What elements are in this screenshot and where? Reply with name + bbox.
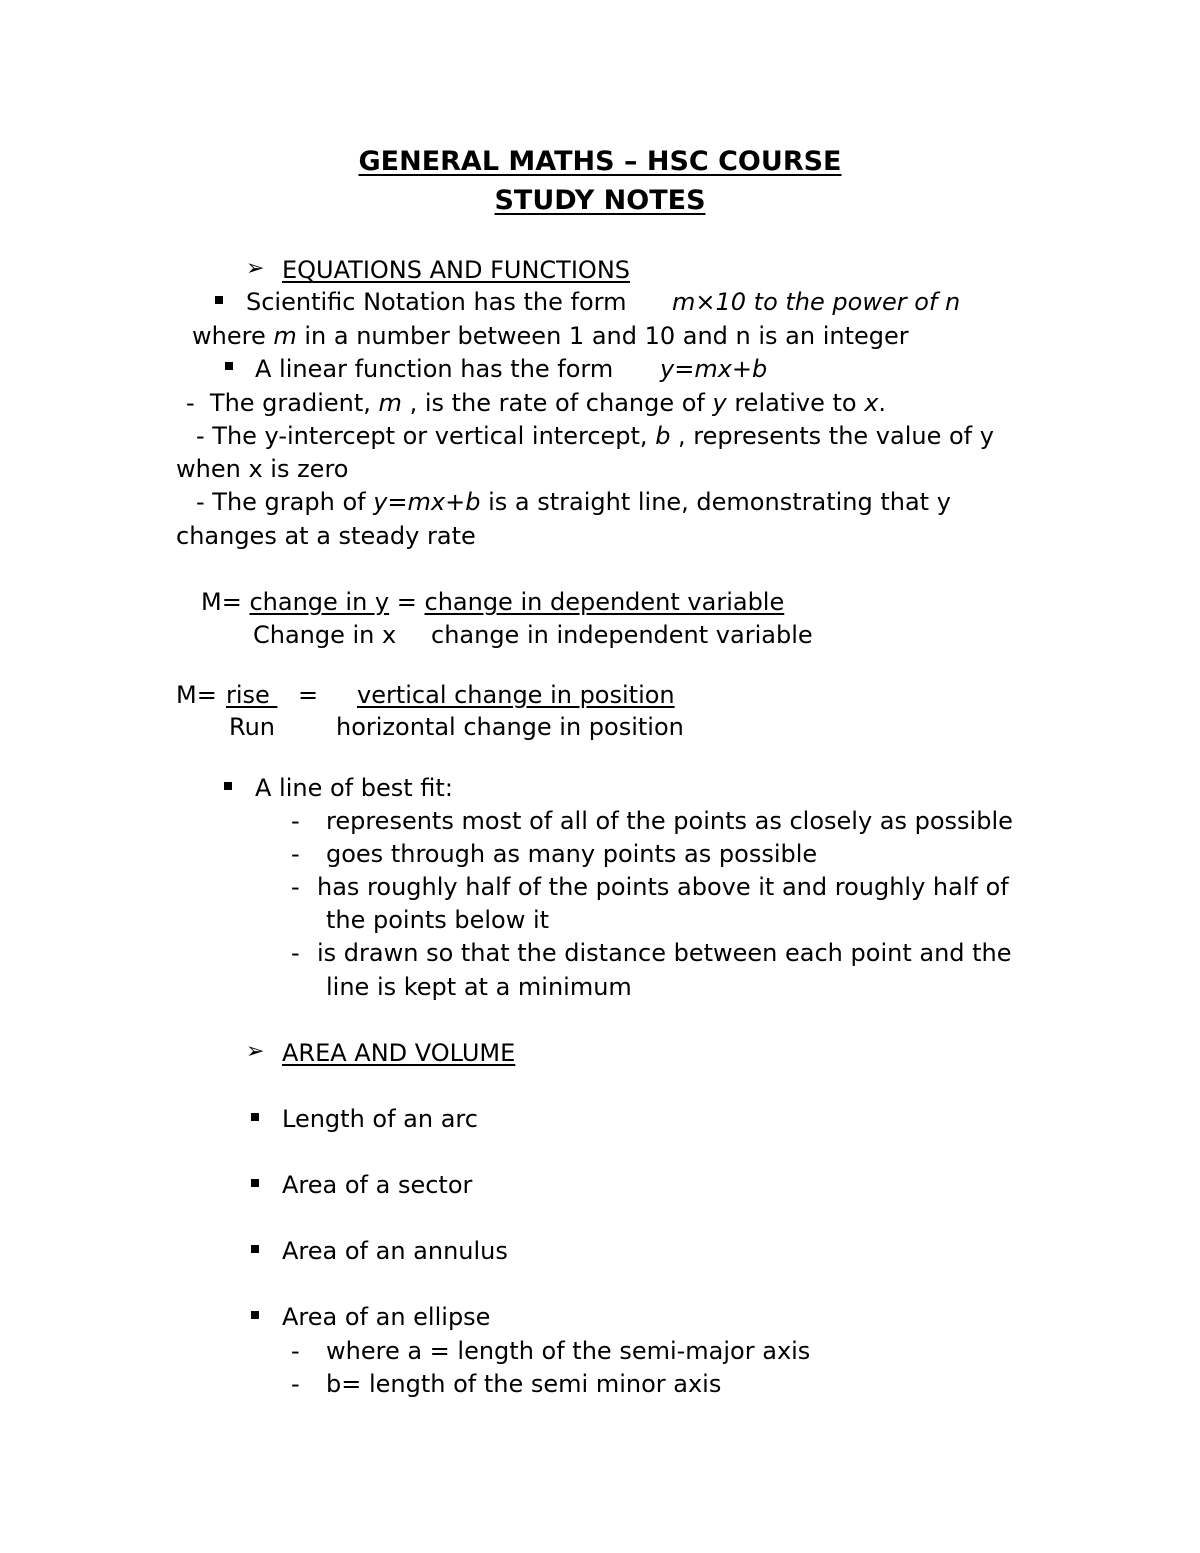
graph-line2: changes at a steady rate [176, 522, 476, 550]
area-item: Length of an arc [282, 1105, 478, 1133]
area-item: Area of an annulus [282, 1237, 508, 1265]
best-fit-item: is drawn so that the distance between each point and the [317, 939, 1012, 967]
dash-bullet: - [291, 873, 300, 901]
square-bullet-icon [251, 1245, 259, 1253]
ellipse-note: b= length of the semi minor axis [326, 1370, 722, 1398]
section-heading-area: AREA AND VOLUME [282, 1039, 516, 1067]
square-bullet-icon [215, 296, 223, 304]
square-bullet-icon [251, 1113, 259, 1121]
linear-label: A linear function has the form [255, 355, 614, 383]
arrow-bullet-icon: ➢ [246, 256, 265, 281]
best-fit-item-cont: the points below it [326, 906, 550, 934]
square-bullet-icon [224, 782, 232, 790]
formula2-num2: vertical change in position [357, 681, 675, 709]
formula2-num1: rise [226, 681, 278, 709]
sci-notation-form: m×10 to the power of n [672, 288, 961, 316]
doc-title-line1: GENERAL MATHS – HSC COURSE [358, 146, 842, 177]
best-fit-item: has roughly half of the points above it and roughly half of [317, 873, 1009, 901]
formula2-den2: horizontal change in position [336, 713, 684, 741]
best-fit-item-cont: line is kept at a minimum [326, 973, 632, 1001]
dash-bullet: - [291, 807, 300, 835]
section-heading-equations: EQUATIONS AND FUNCTIONS [282, 256, 630, 284]
best-fit-item: represents most of all of the points as closely as possible [326, 807, 1013, 835]
formula1-denominator-1: Change in x [253, 621, 397, 649]
best-fit-label: A line of best fit: [255, 774, 453, 802]
gradient-line: - The gradient, m , is the rate of change of y relative to x. [186, 389, 887, 417]
sci-notation-label: Scientific Notation has the form [246, 288, 627, 316]
arrow-bullet-icon: ➢ [246, 1039, 265, 1064]
formula2-lhs: M= [176, 681, 225, 709]
dash-bullet: - [291, 939, 300, 967]
formula2-equals: = [298, 681, 319, 709]
formula2-den1: Run [229, 713, 276, 741]
dash-bullet: - [291, 1370, 300, 1398]
dash-bullet: - [291, 840, 300, 868]
area-item: Area of a sector [282, 1171, 473, 1199]
area-item: Area of an ellipse [282, 1303, 491, 1331]
graph-line: - The graph of y=mx+b is a straight line, demonstrating that y [196, 488, 951, 516]
square-bullet-icon [225, 362, 233, 370]
formula1-denominator-2: change in independent variable [431, 621, 813, 649]
best-fit-item: goes through as many points as possible [326, 840, 818, 868]
intercept-line: - The y-intercept or vertical intercept, b , represents the value of y [196, 422, 994, 450]
sci-notation-where: where m in a number between 1 and 10 and n is an integer [192, 322, 909, 350]
ellipse-note: where a = length of the semi-major axis [326, 1337, 811, 1365]
doc-title-line2: STUDY NOTES [494, 185, 706, 216]
intercept-line2: when x is zero [176, 455, 349, 483]
square-bullet-icon [251, 1179, 259, 1187]
formula1-numerator: M= change in y = change in dependent variable [201, 588, 785, 616]
dash-bullet: - [291, 1337, 300, 1365]
square-bullet-icon [251, 1311, 259, 1319]
linear-form: y=mx+b [660, 355, 768, 383]
